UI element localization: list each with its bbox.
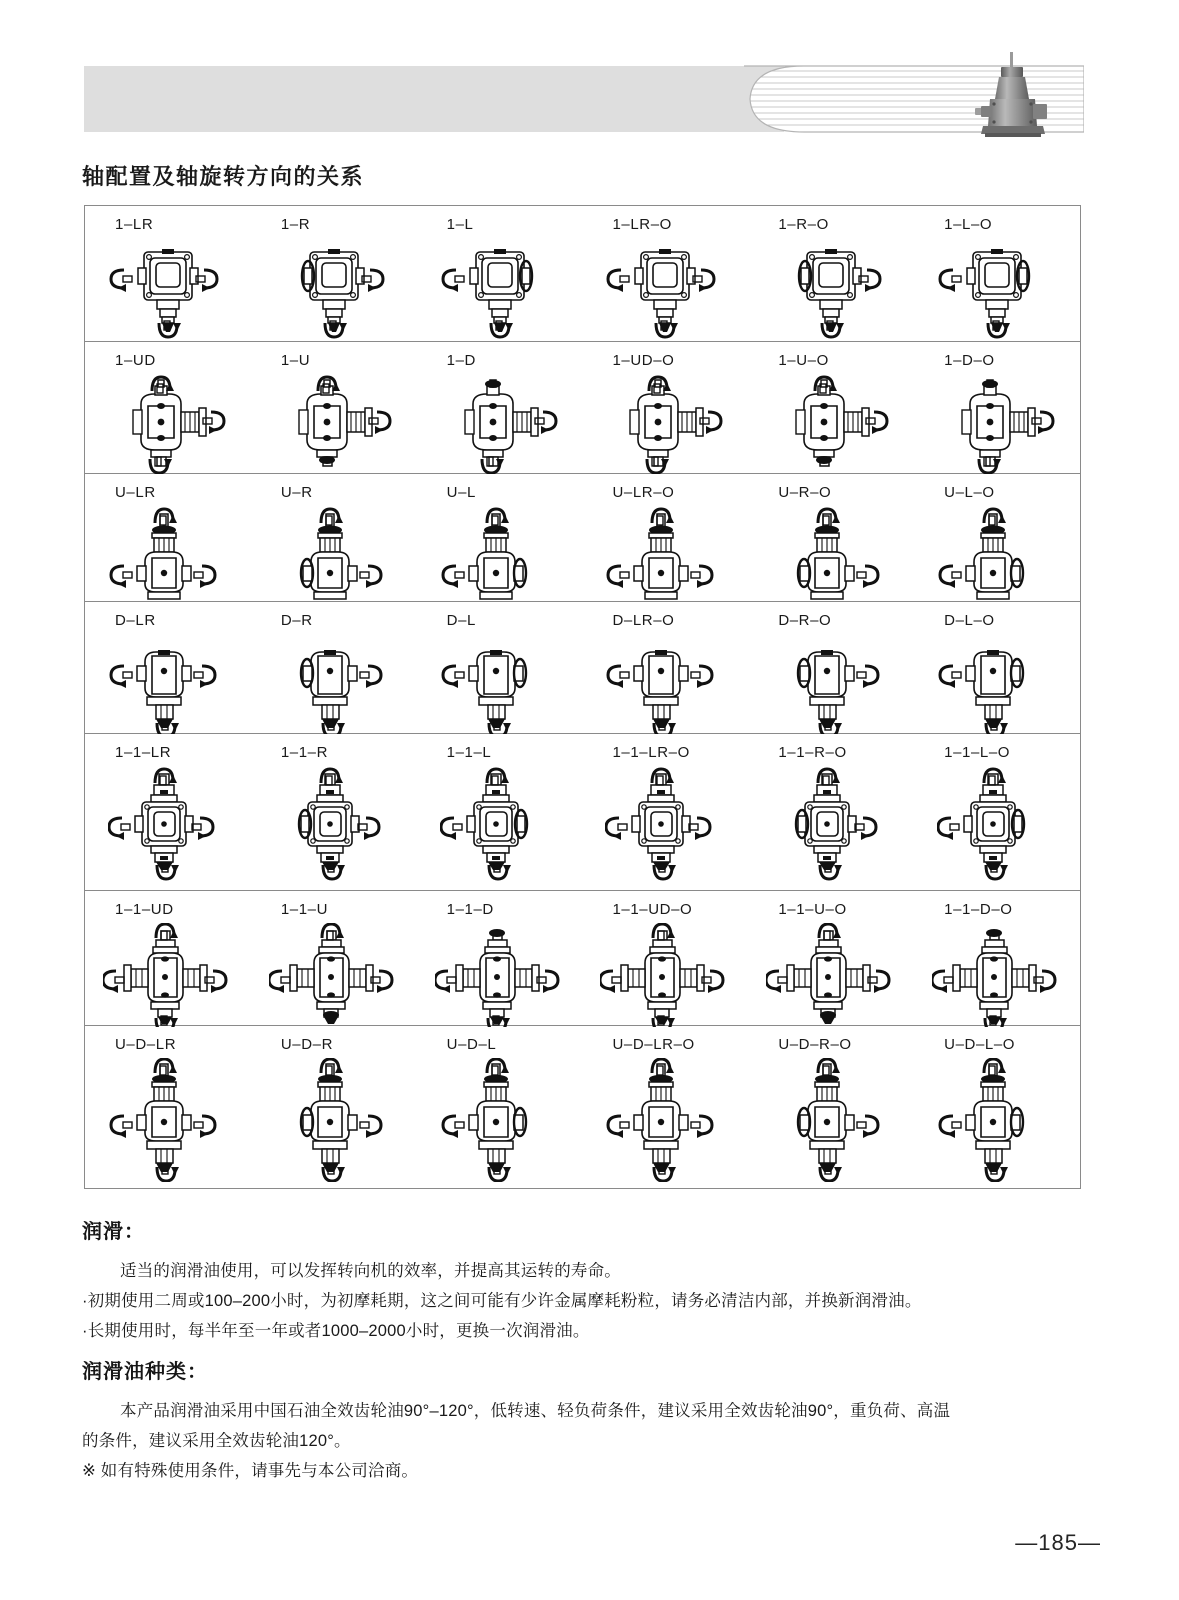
config-label: U–D–R–O bbox=[778, 1036, 852, 1053]
page-title: 轴配置及轴旋转方向的关系 bbox=[82, 164, 365, 189]
config-diagram bbox=[85, 634, 251, 734]
config-cell[interactable] bbox=[417, 342, 583, 473]
config-cell[interactable] bbox=[748, 474, 914, 601]
config-cell[interactable] bbox=[582, 1026, 748, 1188]
config-label: 1–U–O bbox=[778, 352, 829, 369]
config-label: 1–R bbox=[280, 216, 311, 233]
config-cell[interactable] bbox=[748, 891, 914, 1025]
lubrication-bullet-2: ·长期使用时，每半年至一年或者1000–2000小时，更换一次润滑油。 bbox=[82, 1322, 590, 1340]
oil-types-note: ※ 如有特殊使用条件，请事先与本公司洽商。 bbox=[82, 1462, 419, 1480]
config-cell[interactable] bbox=[582, 342, 748, 473]
oil-types-paragraph-1: 本产品润滑油采用中国石油全效齿轮油90°–120°，低转速、轻负荷条件，建议采用全效齿轮油90°，重负荷、高温 bbox=[120, 1402, 951, 1420]
config-label: 1–1–U–O bbox=[778, 901, 847, 918]
config-label: U–LR bbox=[115, 484, 156, 501]
config-cell[interactable] bbox=[914, 734, 1080, 890]
config-diagram bbox=[748, 634, 914, 734]
config-diagram bbox=[914, 506, 1080, 604]
config-cell[interactable] bbox=[914, 1026, 1080, 1188]
config-cell[interactable] bbox=[251, 1026, 417, 1188]
config-label: D–LR–O bbox=[612, 612, 675, 629]
config-diagram bbox=[914, 634, 1080, 734]
table-row bbox=[85, 734, 1080, 891]
config-label: U–R bbox=[280, 484, 313, 501]
config-label: U–D–L bbox=[446, 1036, 497, 1053]
config-diagram bbox=[85, 1058, 251, 1182]
config-cell[interactable] bbox=[582, 602, 748, 733]
table-row bbox=[85, 206, 1080, 342]
config-diagram bbox=[748, 506, 914, 604]
config-label: 1–L bbox=[446, 216, 474, 233]
config-diagram bbox=[417, 1058, 583, 1182]
config-label: 1–U bbox=[280, 352, 311, 369]
table-row bbox=[85, 602, 1080, 734]
config-label: D–L–O bbox=[944, 612, 995, 629]
config-cell[interactable] bbox=[251, 342, 417, 473]
config-diagram bbox=[748, 766, 914, 882]
config-diagram bbox=[582, 238, 748, 342]
config-diagram bbox=[582, 634, 748, 734]
config-diagram bbox=[251, 634, 417, 734]
config-cell[interactable] bbox=[417, 1026, 583, 1188]
config-label: 1–D bbox=[446, 352, 476, 369]
config-diagram bbox=[914, 238, 1080, 342]
config-diagram bbox=[85, 238, 251, 342]
config-cell[interactable] bbox=[914, 602, 1080, 733]
config-diagram bbox=[251, 506, 417, 604]
config-cell[interactable] bbox=[582, 891, 748, 1025]
config-label: D–LR bbox=[115, 612, 156, 629]
page-number: —185— bbox=[1015, 1530, 1101, 1555]
config-label: U–R–O bbox=[778, 484, 832, 501]
config-diagram bbox=[582, 374, 748, 474]
config-label: D–R–O bbox=[778, 612, 832, 629]
config-label: D–L bbox=[446, 612, 476, 629]
config-label: U–D–L–O bbox=[944, 1036, 1016, 1053]
config-label: U–LR–O bbox=[612, 484, 675, 501]
config-label: 1–UD bbox=[115, 352, 156, 369]
config-diagram bbox=[417, 634, 583, 734]
config-label: 1–UD–O bbox=[612, 352, 675, 369]
oil-types-paragraph-2: 的条件，建议采用全效齿轮油120°。 bbox=[82, 1432, 351, 1450]
config-label: 1–D–O bbox=[944, 352, 995, 369]
config-diagram bbox=[85, 374, 251, 474]
config-diagram bbox=[417, 923, 583, 1027]
config-cell[interactable] bbox=[582, 474, 748, 601]
config-diagram bbox=[85, 923, 251, 1027]
config-diagram bbox=[914, 923, 1080, 1027]
config-cell[interactable] bbox=[914, 891, 1080, 1025]
config-cell[interactable] bbox=[582, 206, 748, 341]
config-label: 1–1–R bbox=[280, 744, 329, 761]
config-diagram bbox=[748, 923, 914, 1027]
config-label: 1–1–R–O bbox=[778, 744, 847, 761]
config-cell[interactable] bbox=[85, 891, 251, 1025]
config-diagram bbox=[417, 506, 583, 604]
gearbox-photo bbox=[965, 52, 1061, 144]
config-label: 1–R–O bbox=[778, 216, 829, 233]
config-diagram bbox=[251, 1058, 417, 1182]
config-label: U–L–O bbox=[944, 484, 995, 501]
config-cell[interactable] bbox=[914, 206, 1080, 341]
config-label: 1–LR bbox=[115, 216, 154, 233]
config-diagram bbox=[85, 506, 251, 604]
config-cell[interactable] bbox=[251, 734, 417, 890]
lubrication-heading: 润滑： bbox=[82, 1221, 145, 1243]
config-cell[interactable] bbox=[85, 1026, 251, 1188]
config-diagram bbox=[914, 766, 1080, 882]
config-cell[interactable] bbox=[748, 734, 914, 890]
config-cell[interactable] bbox=[582, 734, 748, 890]
lubrication-section bbox=[82, 1215, 1082, 1346]
shaft-configuration-table bbox=[84, 205, 1081, 1189]
config-cell[interactable] bbox=[748, 602, 914, 733]
config-diagram bbox=[582, 923, 748, 1027]
config-diagram bbox=[85, 766, 251, 882]
config-diagram bbox=[582, 766, 748, 882]
config-cell[interactable] bbox=[85, 602, 251, 733]
config-label: 1–1–U bbox=[280, 901, 329, 918]
config-diagram bbox=[417, 374, 583, 474]
config-cell[interactable] bbox=[85, 734, 251, 890]
config-label: 1–1–L–O bbox=[944, 744, 1011, 761]
config-label: 1–L–O bbox=[944, 216, 993, 233]
config-diagram bbox=[914, 374, 1080, 474]
oil-types-heading: 润滑油种类： bbox=[82, 1361, 208, 1383]
config-cell[interactable] bbox=[85, 342, 251, 473]
config-cell[interactable] bbox=[251, 891, 417, 1025]
config-cell[interactable] bbox=[85, 206, 251, 341]
config-label: 1–1–L bbox=[446, 744, 492, 761]
config-label: U–L bbox=[446, 484, 476, 501]
oil-types-section bbox=[82, 1355, 1082, 1486]
config-label: 1–1–LR–O bbox=[612, 744, 690, 761]
config-diagram bbox=[251, 238, 417, 342]
config-label: 1–1–UD–O bbox=[612, 901, 693, 918]
config-label: 1–1–LR bbox=[115, 744, 172, 761]
config-label: U–D–R bbox=[280, 1036, 334, 1053]
header-band bbox=[84, 66, 784, 132]
config-cell[interactable] bbox=[914, 474, 1080, 601]
table-row bbox=[85, 342, 1080, 474]
lubrication-bullet-1: ·初期使用二周或100–200小时，为初摩耗期，这之间可能有少许金属摩耗粉粒，请务必清洁内部，并换新润滑油。 bbox=[82, 1292, 922, 1310]
table-row bbox=[85, 1026, 1080, 1188]
config-cell[interactable] bbox=[251, 602, 417, 733]
config-cell[interactable] bbox=[748, 1026, 914, 1188]
config-cell[interactable] bbox=[417, 206, 583, 341]
config-cell[interactable] bbox=[748, 342, 914, 473]
config-diagram bbox=[748, 1058, 914, 1182]
config-diagram bbox=[582, 506, 748, 604]
config-diagram bbox=[417, 766, 583, 882]
config-cell[interactable] bbox=[417, 891, 583, 1025]
config-label: 1–1–D–O bbox=[944, 901, 1013, 918]
config-label: 1–1–D bbox=[446, 901, 494, 918]
config-diagram bbox=[582, 1058, 748, 1182]
config-diagram bbox=[914, 1058, 1080, 1182]
config-diagram bbox=[251, 374, 417, 474]
config-label: 1–1–UD bbox=[115, 901, 174, 918]
table-row bbox=[85, 474, 1080, 602]
config-cell[interactable] bbox=[748, 206, 914, 341]
config-diagram bbox=[748, 238, 914, 342]
config-cell[interactable] bbox=[251, 474, 417, 601]
table-row bbox=[85, 891, 1080, 1026]
config-label: U–D–LR–O bbox=[612, 1036, 695, 1053]
config-cell[interactable] bbox=[85, 474, 251, 601]
config-diagram bbox=[251, 923, 417, 1027]
config-cell[interactable] bbox=[914, 342, 1080, 473]
config-diagram bbox=[251, 766, 417, 882]
config-diagram bbox=[417, 238, 583, 342]
lubrication-paragraph-1: 适当的润滑油使用，可以发挥转向机的效率，并提高其运转的寿命。 bbox=[120, 1262, 621, 1280]
page-header bbox=[84, 66, 1081, 132]
config-label: 1–LR–O bbox=[612, 216, 672, 233]
config-cell[interactable] bbox=[417, 474, 583, 601]
config-cell[interactable] bbox=[417, 602, 583, 733]
config-cell[interactable] bbox=[251, 206, 417, 341]
config-label: U–D–LR bbox=[115, 1036, 177, 1053]
config-diagram bbox=[748, 374, 914, 474]
config-label: D–R bbox=[280, 612, 313, 629]
config-cell[interactable] bbox=[417, 734, 583, 890]
